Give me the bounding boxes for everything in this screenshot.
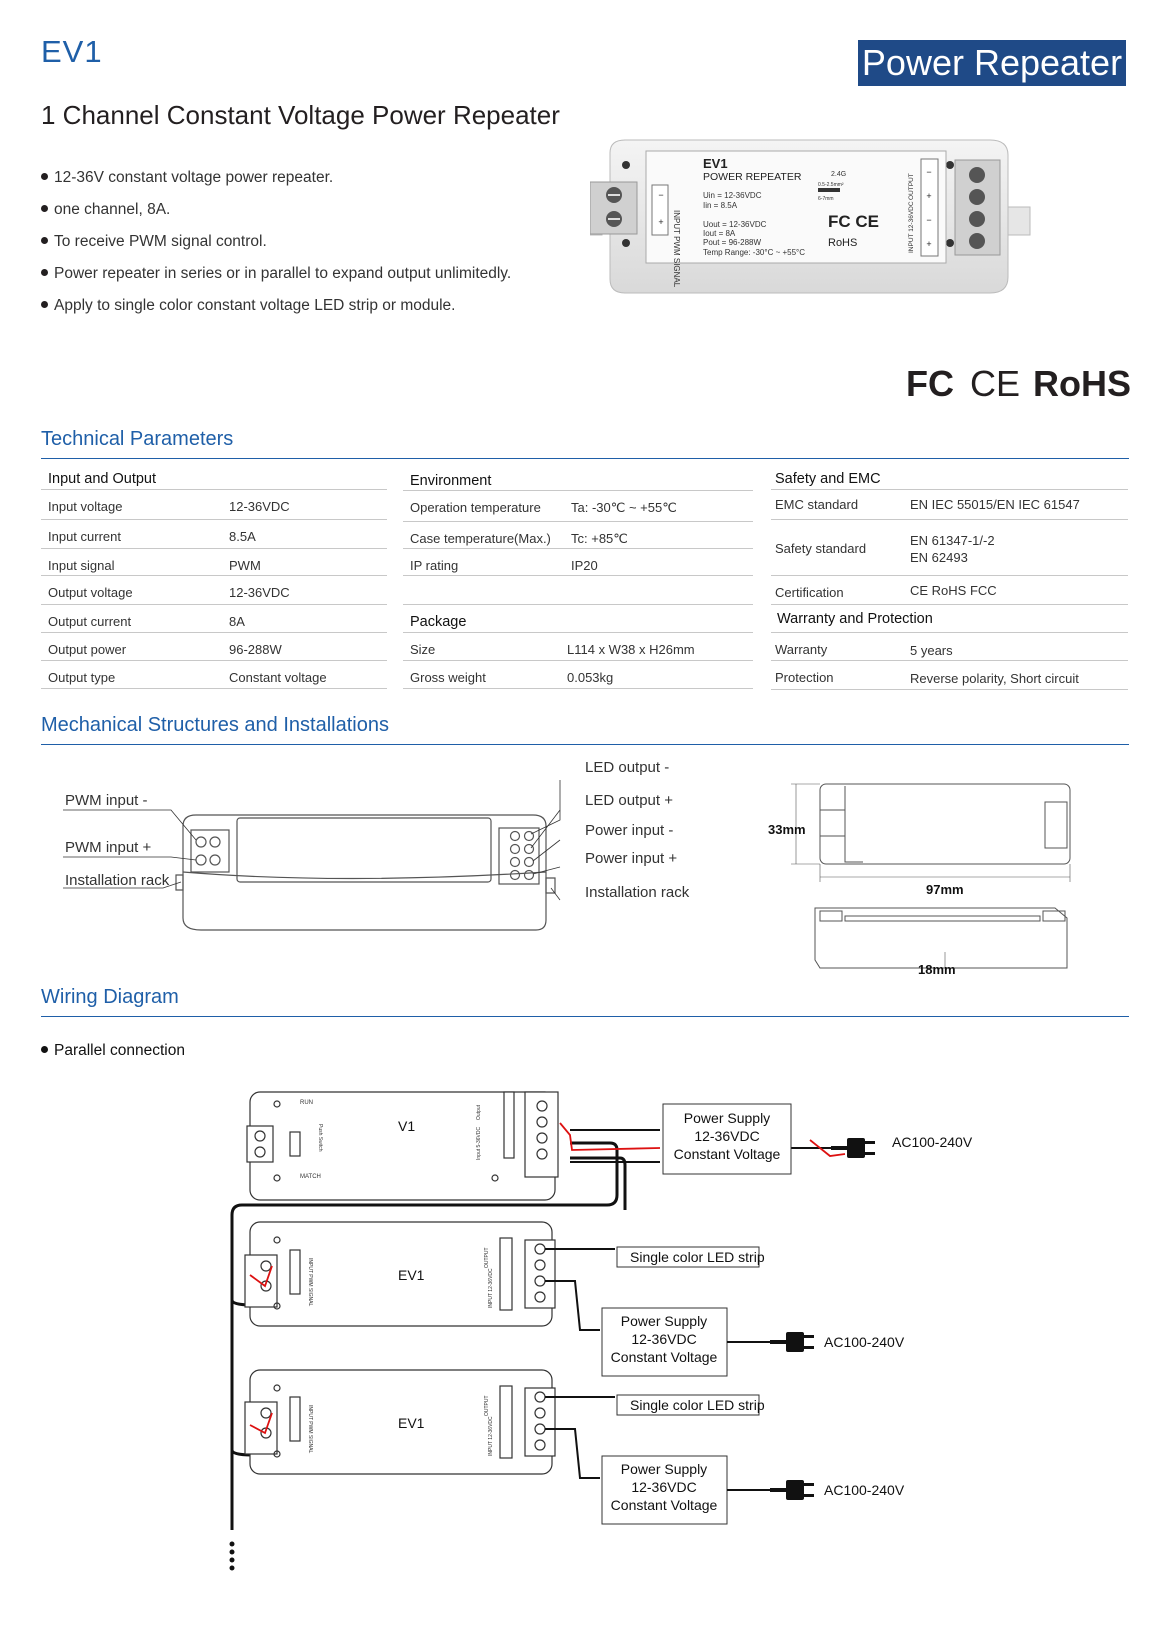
repeater-label: EV1	[398, 1415, 425, 1431]
table-row: Operation temperature Ta: -30℃ ~ +55℃	[403, 491, 753, 522]
label-fcc-ce: FC CE	[828, 212, 879, 231]
category-badge: Power Repeater	[858, 40, 1126, 86]
feature-item: one channel, 8A.	[41, 200, 511, 232]
psu-line3: Constant Voltage	[673, 1146, 781, 1162]
wiring-mode: Parallel connection	[41, 1042, 185, 1060]
feature-item: Power repeater in series or in parallel to expand output unlimitedly.	[41, 264, 511, 296]
label-power-input-plus: Power input +	[585, 850, 678, 867]
label-freq: 2.4G	[831, 171, 847, 178]
table-row: Warranty 5 years	[771, 633, 1128, 661]
repeater-left: INPUT PWM SIGNAL	[307, 1258, 313, 1307]
minus-glyph: −	[658, 190, 664, 200]
section-title-wiring: Wiring Diagram	[41, 986, 179, 1008]
label-temp: Temp Range: -30°C ~ +55°C	[703, 248, 806, 257]
table-row: Protection Reverse polarity, Short circuit	[771, 661, 1128, 690]
repeater-out: OUTPUT	[484, 1395, 490, 1416]
label-wire1: 0.5-2.5mm²	[818, 182, 844, 188]
repeater-in: INPUT 12-36VDC	[488, 1416, 494, 1456]
feature-item: 12-36V constant voltage power repeater.	[41, 168, 511, 200]
strip-label: Single color LED strip	[630, 1249, 765, 1265]
ac-label: AC100-240V	[892, 1134, 973, 1150]
fcc-mark: FC	[906, 363, 954, 404]
table-header: Package	[403, 605, 753, 633]
label-model: EV1	[703, 156, 728, 171]
dim-depth: 18mm	[918, 962, 956, 977]
psu-line3: Constant Voltage	[610, 1497, 718, 1513]
table-row: Gross weight 0.053kg	[403, 661, 753, 689]
bullet-icon	[41, 205, 48, 212]
repeater-out: OUTPUT	[484, 1247, 490, 1268]
ce-mark: CE	[970, 363, 1021, 404]
section-title-tech: Technical Parameters	[41, 428, 234, 450]
section-title-mech: Mechanical Structures and Installations	[41, 714, 389, 736]
label-uout: Uout = 12-36VDC	[703, 220, 767, 229]
bullet-icon	[41, 237, 48, 244]
section-divider	[41, 458, 1129, 459]
plus-glyph: +	[658, 217, 664, 227]
master-input: Input 5-36VDC	[476, 1126, 482, 1160]
label-pout: Pout = 96-288W	[703, 238, 762, 247]
label-pwm-input-plus: PWM input +	[65, 839, 152, 856]
feature-item: To receive PWM signal control.	[41, 232, 511, 264]
table-row: Safety standard EN 61347-1/-2 EN 62493	[771, 520, 1128, 576]
psu-line1: Power Supply	[620, 1313, 708, 1329]
repeater-left: INPUT PWM SIGNAL	[307, 1405, 313, 1454]
label-left-terminal: INPUT PWM SIGNAL	[672, 210, 681, 288]
label-in: INPUT 12-36VDC	[908, 201, 915, 253]
bullet-icon	[41, 301, 48, 308]
product-photo	[590, 135, 1040, 310]
bullet-icon	[41, 269, 48, 276]
table-row: Input voltage 12-36VDC	[41, 490, 387, 520]
label-power-input-minus: Power input -	[585, 822, 674, 839]
table-row: Output voltage 12-36VDC	[41, 576, 387, 605]
master-match: MATCH	[300, 1174, 321, 1180]
bullet-icon	[41, 1046, 48, 1053]
feature-list	[41, 168, 511, 328]
label-uin: Uin = 12-36VDC	[703, 191, 762, 200]
psu-line3: Constant Voltage	[610, 1349, 718, 1365]
product-model: EV1	[41, 34, 103, 69]
label-rohs: RoHS	[828, 237, 858, 249]
label-iout: Iout = 8A	[703, 229, 736, 238]
repeater-label: EV1	[398, 1267, 425, 1283]
rohs-mark: RoHS	[1033, 363, 1131, 404]
svg-text:+: +	[926, 239, 932, 249]
section-divider	[41, 1016, 1129, 1017]
psu-line2: 12-36VDC	[631, 1331, 697, 1347]
table-row: Output power 96-288W	[41, 633, 387, 661]
table-header: Warranty and Protection	[771, 605, 1128, 633]
feature-item: Apply to single color constant voltage LED strip or module.	[41, 296, 511, 328]
table-row: Input current 8.5A	[41, 520, 387, 549]
label-iin: Iin = 8.5A	[703, 201, 738, 210]
table-row-empty	[403, 576, 753, 605]
psu-line1: Power Supply	[683, 1110, 771, 1126]
master-run: RUN	[300, 1100, 313, 1106]
master-label: V1	[398, 1118, 416, 1134]
table-row: Case temperature(Max.) Tc: +85℃	[403, 522, 753, 549]
strip-label: Single color LED strip	[630, 1397, 765, 1413]
bullet-icon	[41, 173, 48, 180]
svg-text:−: −	[926, 215, 932, 225]
page-title: 1 Channel Constant Voltage Power Repeater	[41, 100, 560, 130]
table-header: Input and Output	[41, 465, 387, 490]
table-row: Output current 8A	[41, 605, 387, 633]
table-row: Certification CE RoHS FCC	[771, 576, 1128, 605]
ac-label: AC100-240V	[824, 1482, 905, 1498]
label-led-output-plus: LED output +	[585, 792, 673, 809]
table-header: Safety and EMC	[771, 465, 1128, 490]
svg-text:+: +	[926, 191, 932, 201]
table-header: Environment	[403, 465, 753, 491]
master-push: Push Switch	[317, 1124, 323, 1152]
dimension-drawing	[765, 780, 1085, 990]
table-row: Size L114 x W38 x H26mm	[403, 633, 753, 661]
table-row: EMC standard EN IEC 55015/EN IEC 61547	[771, 490, 1128, 520]
master-output: Output	[476, 1104, 482, 1120]
label-name: POWER REPEATER	[703, 171, 802, 183]
label-pwm-input-minus: PWM input -	[65, 792, 148, 809]
svg-text:−: −	[926, 167, 932, 177]
table-row: IP rating IP20	[403, 549, 753, 576]
wiring-diagram	[220, 1090, 1140, 1620]
psu-line2: 12-36VDC	[631, 1479, 697, 1495]
section-divider	[41, 744, 1129, 745]
dim-length: 97mm	[926, 882, 964, 897]
label-led-output-minus: LED output -	[585, 759, 670, 776]
psu-line1: Power Supply	[620, 1461, 708, 1477]
label-wire2: 6-7mm	[818, 196, 834, 202]
repeater-in: INPUT 12-36VDC	[488, 1268, 494, 1308]
label-installation-rack-left: Installation rack	[65, 872, 170, 889]
table-row: Input signal PWM	[41, 549, 387, 576]
ac-label: AC100-240V	[824, 1334, 905, 1350]
label-out: OUTPUT	[908, 173, 915, 200]
psu-line2: 12-36VDC	[694, 1128, 760, 1144]
table-row: Output type Constant voltage	[41, 661, 387, 689]
dim-height: 33mm	[768, 822, 806, 837]
label-installation-rack-right: Installation rack	[585, 884, 690, 901]
